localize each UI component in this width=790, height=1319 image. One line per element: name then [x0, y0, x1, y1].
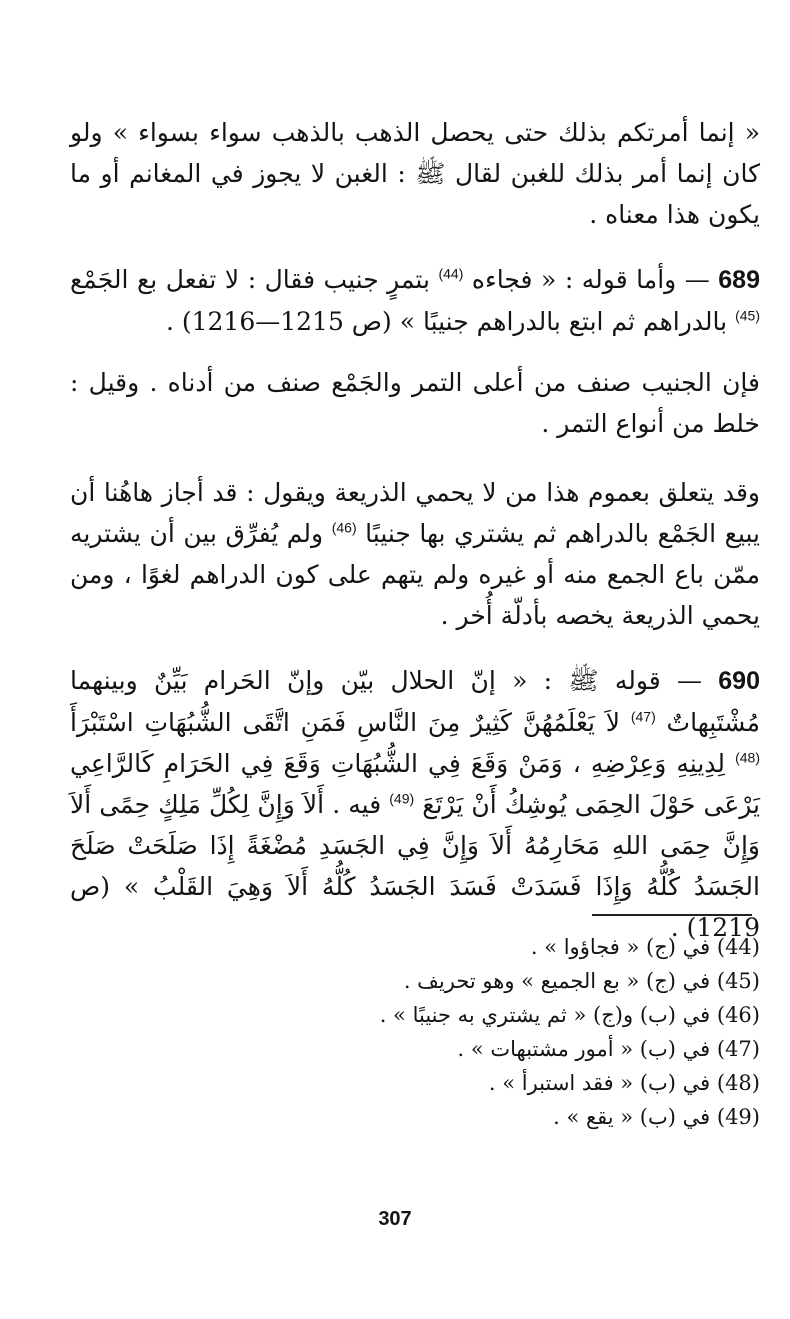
paragraph-689-text-a: — وأما قوله : « فجاءه [463, 265, 719, 294]
paragraph-1: « إنما أمرتكم بذلك حتى يحصل الذهب بالذهب سواء بسواء » ولو كان إنما أمر بذلك للغبن لقال ﷺ : الغبن لا يجوز في المغانم أو ما يكون هذا معناه . [70, 118, 760, 229]
paragraph-689-text-b: بتمرٍ جنيب فقال : لا تفعل بع الجَمْع [70, 265, 439, 294]
footnote-ref-49: (49) [389, 790, 415, 807]
paragraph-690-text-a: — قوله ﷺ : « إنّ الحلال بيّن وإنّ الحَرام بَيِّنٌ وبينهما مُشْتَبِهاتٌ [70, 666, 761, 737]
footnote-44: (44) في (ج) « فجاؤوا » . [530, 935, 760, 959]
footnote-45: (45) في (ج) « بع الجميع » وهو تحريف . [403, 969, 760, 993]
footnote-49: (49) في (ب) « يقع » . [553, 1105, 760, 1129]
paragraph-4 [70, 472, 760, 636]
footnote-ref-44: (44) [438, 265, 464, 282]
page-body [70, 112, 760, 948]
footnote-ref-48: (48) [735, 749, 760, 766]
footnote-ref-47: (47) [630, 708, 656, 725]
footnote-ref-45: (45) [735, 307, 760, 324]
footnote-46: (46) في (ب) و(ج) « ثم يشتري به جنيبًا » . [379, 1003, 760, 1027]
paragraph-690-text-d: فيه . أَلاَ وَإِنَّ لِكُلِّ مَلِكٍ حِمًى أَلاَ وَإِنَّ حِمَى اللهِ مَحَارِمُهُ أَلاَ وَإِنَّ فِي الجَسَدِ مُضْغَةً إِذَا صَلَحَتْ صَلَحَ الجَسَدُ كُلُّهُ وَإِذَا فَسَدَتْ فَسَدَ الجَسَدُ كُلُّهُ أَلاَ وَهِيَ القَلْبُ » (ص 1219) . [70, 790, 760, 942]
paragraph-690 [70, 660, 760, 948]
footnotes [70, 930, 760, 1134]
paragraph-689-text-c: بالدراهم ثم ابتع بالدراهم جنيبًا » (ص 1215—1216) . [165, 307, 736, 336]
paragraph-690-text-c: لِدِينِهِ وَعِرْضِهِ ، وَمَنْ وَقَعَ فِي الشُّبُهَاتِ وَقَعَ فِي الحَرَامِ كَالرَّاعِي يَرْعَى حَوْلَ الحِمَى يُوشِكُ أَنْ يَرْتَعَ [70, 749, 760, 819]
paragraph-690-text-b: لاَ يَعْلَمُهُنَّ كَثِيرٌ مِنَ النَّاسِ فَمَنِ اتَّقَى الشُّبُهَاتِ اسْتَبْرَأَ [70, 708, 631, 737]
footnote-ref-46: (46) [331, 519, 357, 536]
page-number: 307 [378, 1208, 412, 1230]
footnote-divider [592, 914, 752, 916]
paragraph-3: فإن الجنيب صنف من أعلى التمر والجَمْع صنف من أدناه . وقيل : خلط من أنواع التمر . [70, 368, 760, 438]
item-number-689: 689 [718, 266, 760, 294]
footnote-47: (47) في (ب) « أمور مشتبهات » . [457, 1037, 760, 1061]
footnote-48: (48) في (ب) « فقد استبرأ » . [488, 1071, 760, 1095]
paragraph-689 [70, 259, 760, 342]
paragraph-4-text-b: ولم يُفرِّق بين أن يشتريه ممّن باع الجمع منه أو غيره ولم يتهم على كون الدراهم لغوًا ، ومن يحمي الذريعة يخصه بأدلّة أُخر . [70, 519, 760, 630]
paragraph-4-text-a: وقد يتعلق بعموم هذا من لا يحمي الذريعة ويقول : قد أجاز هاهُنا أن يبيع الجَمْع بالدراهم ثم يشتري بها جنيبًا [70, 478, 760, 548]
item-number-690: 690 [718, 667, 760, 695]
